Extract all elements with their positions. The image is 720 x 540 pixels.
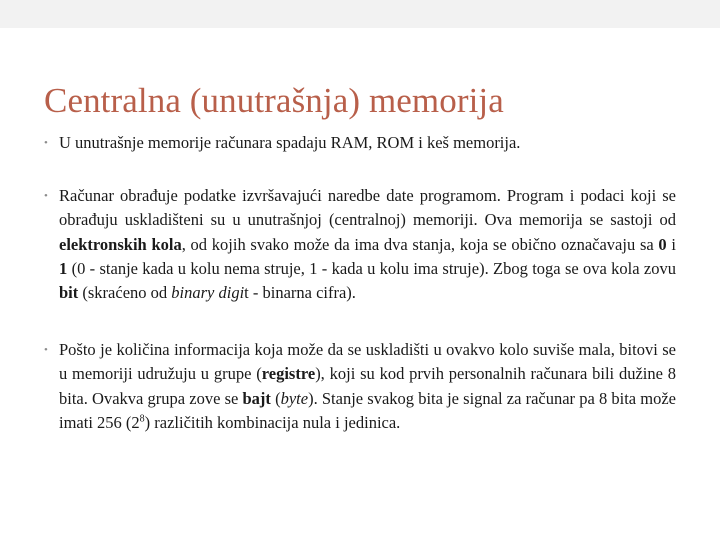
text-segment: (0 - stanje kada u kolu nema struje, 1 - kada u kolu ima struje). Zbog toga se ova kola zovu [67, 258, 676, 278]
text-segment: ), koji su kod prvih personalnih računara bili dužine 8 bita. Ovakva grupa zove se [59, 364, 676, 408]
text-segment: t - binarna cifra). [244, 283, 356, 303]
bullet-text [59, 186, 676, 302]
text-segment: 1 [59, 258, 68, 278]
text-segment: elektronskih kola [59, 234, 182, 254]
text-segment: i [666, 234, 676, 254]
bullet-icon: • [44, 190, 48, 203]
text-segment: ). Stanje svakog bita je signal za računar pa 8 bita može imati 256 (2 [59, 388, 677, 432]
text-segment: Računar obrađuje podatke izvršavajući naredbe date programom. Program i podaci koji se obrađuju uskladišteni su u unutrašnjoj (centralnoj) memoriji. Ova memorija se sastoji od [59, 186, 676, 230]
text-segment: 8 [139, 413, 145, 425]
text-segment: (skraćeno od [78, 283, 172, 303]
text-segment: , od kojih svako može da ima dva stanja, koja se obično označavaju sa [181, 234, 659, 254]
bullet-icon: • [44, 137, 48, 149]
slide-title: Centralna (unutrašnja) memorija [44, 81, 504, 121]
text-segment: ( [270, 388, 281, 408]
top-band [0, 0, 720, 28]
bullet-item [44, 184, 676, 305]
text-segment: registre [261, 364, 316, 384]
bullet-icon: • [44, 344, 48, 357]
text-segment: Pošto je količina informacija koja može da se uskladišti u ovakvo kolo suviše mala, bitovi se u memoriji udružuju u grupe ( [59, 340, 676, 384]
text-segment: bit [59, 283, 79, 303]
text-segment: ) različitih kombinacija nula i jedinica. [144, 412, 401, 432]
text-segment: 0 [658, 234, 667, 254]
bullet-item [44, 338, 676, 435]
text-segment: binary digi [171, 283, 245, 303]
text-segment: U unutrašnje memorije računara spadaju RAM, ROM i keš memorija. [59, 133, 521, 152]
slide-content [44, 131, 676, 435]
bullet-text [59, 340, 676, 432]
text-segment: bajt [242, 388, 271, 408]
text-segment: byte [280, 388, 309, 408]
bullet-text [59, 133, 520, 152]
bullet-item [44, 131, 676, 155]
